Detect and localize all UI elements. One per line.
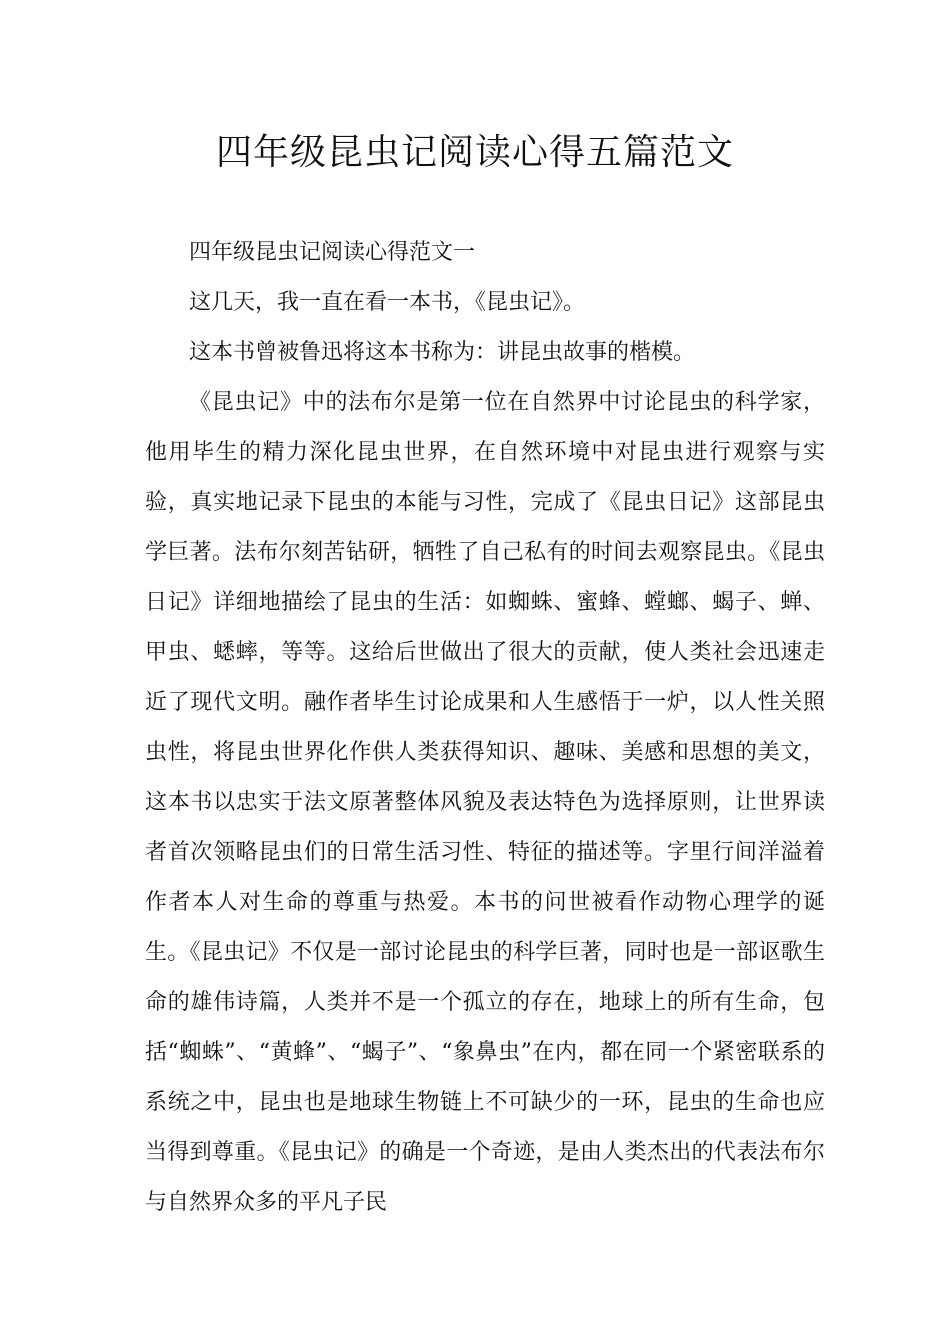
paragraph-2: 这本书曾被鲁迅将这本书称为：讲昆虫故事的楷模。 <box>189 340 696 365</box>
paragraph-1: 这几天，我一直在看一本书，《昆虫记》。 <box>189 290 586 315</box>
paragraph-3: 《昆虫记》中的法布尔是第一位在自然界中讨论昆虫的科学家，他用毕生的精力深化昆虫世界，在自然环境中对昆虫进行观察与实验，真实地记录下昆虫的本能与习性，完成了《昆虫日记》这部昆虫学巨著。法布尔刻苦钻研，牺牲了自己私有的时间去观察昆虫。《昆虫日记》详细地描绘了昆虫的生活：如蜘蛛、蜜蜂、螳螂、蝎子、蝉、甲虫、蟋蟀，等等。这给后世做出了很大的贡献，使人类社会迅速走近了现代文明。融作者毕生讨论成果和人生感悟于一炉，以人性关照虫性，将昆虫世界化作供人类获得知识、趣味、美感和思想的美文，这本书以忠实于法文原著整体风貌及表达特色为选择原则，让世界读者首次领略昆虫们的日常生活习性、特征的描述等。字里行间洋溢着作者本人对生命的尊重与热爱。本书的问世被看作动物心理学的诞生。《昆虫记》不仅是一部讨论昆虫的科学巨著，同时也是一部讴歌生命的雄伟诗篇，人类并不是一个孤立的存在，地球上的所有生命，包括“蜘蛛”、“黄蜂”、“蝎子”、“象鼻虫”在内，都在同一个紧密联系的系统之中，昆虫也是地球生物链上不可缺少的一环，昆虫的生命也应当得到尊重。《昆虫记》的确是一个奇迹，是由人类杰出的代表法布尔与自然界众多的平凡子民 <box>145 390 825 1215</box>
section-heading: 四年级昆虫记阅读心得范文一 <box>189 240 476 265</box>
document-body <box>145 228 825 1228</box>
document-title: 四年级昆虫记阅读心得五篇范文 <box>215 132 734 173</box>
